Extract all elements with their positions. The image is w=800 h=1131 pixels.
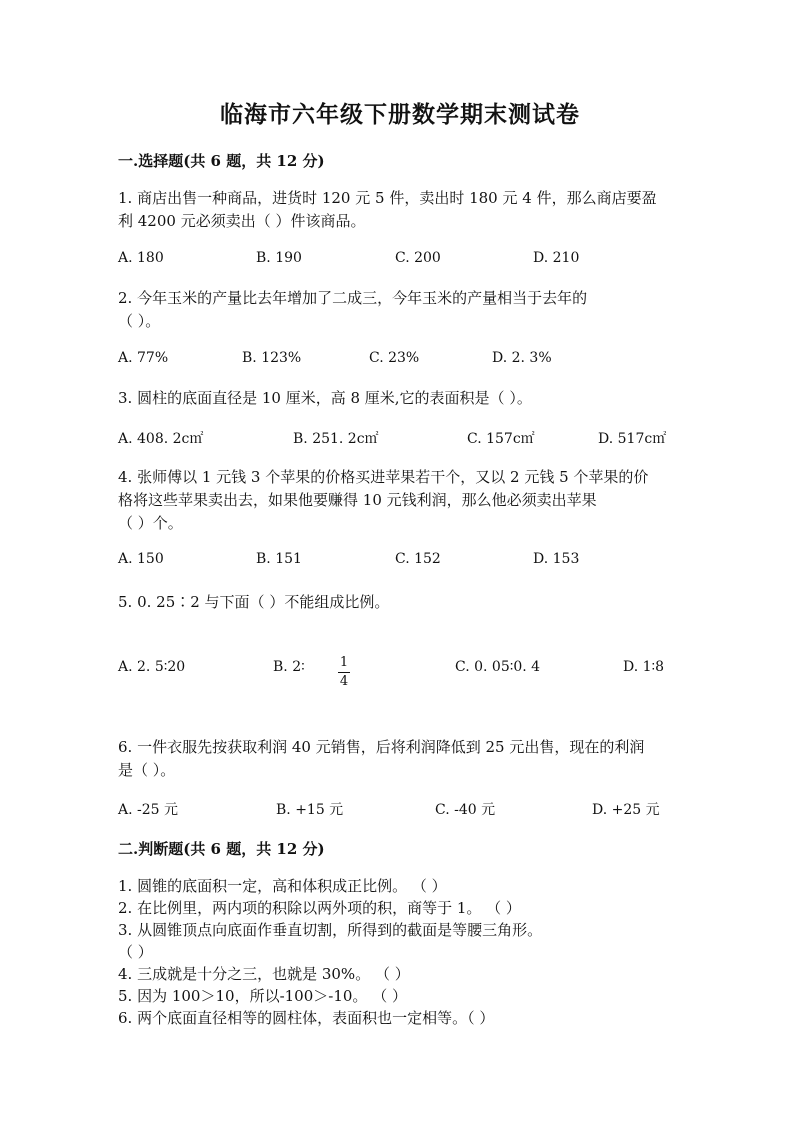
- tf-item-4: 4. 三成就是十分之三，也就是 30%。 （ ）: [118, 965, 410, 983]
- question-1-option-a: A. 180: [118, 250, 164, 266]
- question-4-line-2: 格将这些苹果卖出去，如果他要赚得 10 元钱利润，那么他必须卖出苹果: [118, 491, 597, 509]
- question-2-option-c: C. 23%: [369, 350, 420, 366]
- question-6-option-b: B. +15 元: [276, 802, 344, 818]
- tf-item-2: 2. 在比例里，两内项的积除以两外项的积，商等于 1。 （ ）: [118, 899, 521, 917]
- tf-item-3: 3. 从圆锥顶点向底面作垂直切割，所得到的截面是等腰三角形。: [118, 921, 543, 939]
- question-2-option-d: D. 2. 3%: [492, 350, 552, 366]
- tf-item-6: 6. 两个底面直径相等的圆柱体，表面积也一定相等。（ ）: [118, 1009, 495, 1027]
- tf-item-5: 5. 因为 100＞10，所以-100＞-10。 （ ）: [118, 987, 407, 1005]
- tf-item-1: 1. 圆锥的底面积一定，高和体积成正比例。 （ ）: [118, 877, 447, 895]
- question-4-line-3: （ ）个。: [118, 514, 183, 532]
- question-4-line-1: 4. 张师傅以 1 元钱 3 个苹果的价格买进苹果若干个，又以 2 元钱 5 个苹果的价: [118, 468, 649, 486]
- question-3-option-a: A. 408. 2c㎡: [118, 431, 204, 447]
- question-2-line-1: 2. 今年玉米的产量比去年增加了二成三，今年玉米的产量相当于去年的: [118, 289, 588, 307]
- fraction-bar: [338, 672, 350, 673]
- question-5-option-b: B. 2∶: [273, 659, 305, 675]
- question-6-line-1: 6. 一件衣服先按获取利润 40 元销售，后将利润降低到 25 元出售，现在的利润: [118, 738, 645, 756]
- question-3-option-b: B. 251. 2c㎡: [293, 431, 379, 447]
- question-4-option-c: C. 152: [395, 551, 441, 567]
- section-heading-true-false: 二.判断题(共 6 题，共 12 分): [118, 840, 325, 858]
- question-5-option-b-fraction: [338, 652, 350, 689]
- question-5-option-c: C. 0. 05∶0. 4: [455, 659, 541, 675]
- question-4-option-d: D. 153: [533, 551, 580, 567]
- question-1-option-b: B. 190: [256, 250, 302, 266]
- page-title: 临海市六年级下册数学期末测试卷: [220, 101, 580, 128]
- question-4-option-a: A. 150: [118, 551, 164, 567]
- question-3-option-d: D. 517c㎡: [598, 431, 667, 447]
- question-3-line-1: 3. 圆柱的底面直径是 10 厘米，高 8 厘米,它的表面积是（ ）。: [118, 389, 532, 407]
- fraction-numerator: 1: [339, 655, 349, 670]
- question-3-option-c: C. 157c㎡: [467, 431, 535, 447]
- question-5-option-d: D. 1∶8: [623, 659, 665, 675]
- question-5-option-a: A. 2. 5∶20: [118, 659, 186, 675]
- question-1-option-d: D. 210: [533, 250, 580, 266]
- question-2-option-b: B. 123%: [242, 350, 302, 366]
- question-6-option-c: C. -40 元: [435, 802, 496, 818]
- tf-item-3-answer: （ ）: [118, 943, 153, 961]
- question-6-line-2: 是（ ）。: [118, 761, 176, 779]
- question-1-line-1: 1. 商店出售一种商品，进货时 120 元 5 件，卖出时 180 元 4 件，那么商店要盈: [118, 189, 657, 207]
- question-6-option-a: A. -25 元: [118, 802, 179, 818]
- question-1-line-2: 利 4200 元必须卖出（ ）件该商品。: [118, 212, 366, 230]
- question-2-option-a: A. 77%: [118, 350, 169, 366]
- question-2-line-2: （ ）。: [118, 312, 161, 330]
- question-4-option-b: B. 151: [256, 551, 302, 567]
- question-6-option-d: D. +25 元: [592, 802, 660, 818]
- section-heading-choice: 一.选择题(共 6 题，共 12 分): [118, 152, 325, 170]
- question-1-option-c: C. 200: [395, 250, 441, 266]
- fraction-denominator: 4: [339, 674, 349, 689]
- question-5-line-1: 5. 0. 25∶2 与下面（ ）不能组成比例。: [118, 593, 390, 611]
